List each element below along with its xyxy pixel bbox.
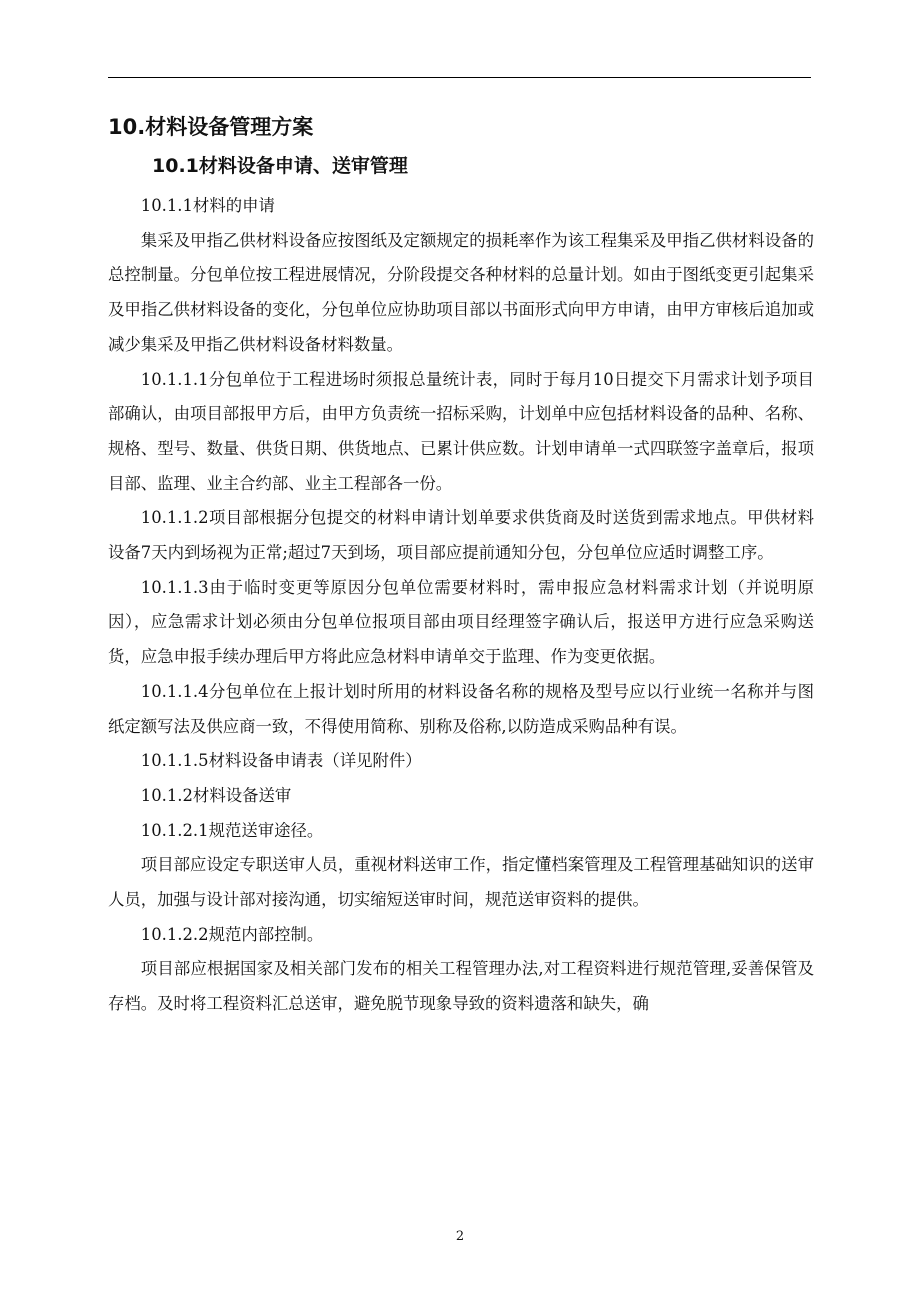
paragraph-9: 10.1.2.1规范送审途径。: [140, 820, 324, 840]
paragraph-11: 10.1.2.2规范内部控制。: [140, 924, 324, 944]
paragraph-8: 10.1.2材料设备送审: [140, 785, 292, 805]
paragraph-2: 集采及甲指乙供材料设备应按图纸及定额规定的损耗率作为该工程集采及甲指乙供材料设备的总控制量。分包单位按工程进展情况，分阶段提交各种材料的总量计划。如由于图纸变更引起集采及甲指乙供材料设备的变化，分包单位应协助项目部以书面形式向甲方申请，由甲方审核后追加或减少集采及甲指乙供材料设备材料数量。: [108, 230, 814, 354]
paragraph-3: 10.1.1.1分包单位于工程进场时须报总量统计表，同时于每月10日提交下月需求计划予项目部确认，由项目部报甲方后，由甲方负责统一招标采购，计划单中应包括材料设备的品种、名称、规格、型号、数量、供货日期、供货地点、已累计供应数。计划申请单一式四联签字盖章后，报项目部、监理、业主合约部、业主工程部各一份。: [108, 369, 814, 493]
document-body: [108, 112, 814, 1022]
header-rule: [108, 77, 811, 78]
paragraph-12: 项目部应根据国家及相关部门发布的相关工程管理办法,对工程资料进行规范管理,妥善保管及存档。及时将工程资料汇总送审，避免脱节现象导致的资料遗落和缺失，确: [108, 959, 814, 1014]
paragraph-4: 10.1.1.2项目部根据分包提交的材料申请计划单要求供货商及时送货到需求地点。甲供材料设备7天内到场视为正常;超过7天到场，项目部应提前通知分包，分包单位应适时调整工序。: [108, 508, 814, 563]
paragraph-6: 10.1.1.4分包单位在上报计划时所用的材料设备名称的规格及型号应以行业统一名称并与图纸定额写法及供应商一致，不得使用简称、别称及俗称,以防造成采购品种有误。: [108, 681, 814, 736]
section-heading: 10.材料设备管理方案: [108, 115, 314, 139]
paragraph-5: 10.1.1.3由于临时变更等原因分包单位需要材料时，需申报应急材料需求计划（并说明原因），应急需求计划必须由分包单位报项目部由项目经理签字确认后，报送甲方进行应急采购送货，应急申报手续办理后甲方将此应急材料申请单交于监理、作为变更依据。: [108, 577, 814, 667]
paragraph-7: 10.1.1.5材料设备申请表（详见附件）: [140, 751, 422, 771]
paragraph-1: 10.1.1材料的申请: [140, 196, 275, 215]
page-number: 2: [455, 1229, 465, 1244]
subsection-heading: 10.1材料设备申请、送审管理: [152, 155, 408, 177]
paragraph-10: 项目部应设定专职送审人员，重视材料送审工作，指定懂档案管理及工程管理基础知识的送审人员，加强与设计部对接沟通，切实缩短送审时间，规范送审资料的提供。: [108, 855, 814, 910]
